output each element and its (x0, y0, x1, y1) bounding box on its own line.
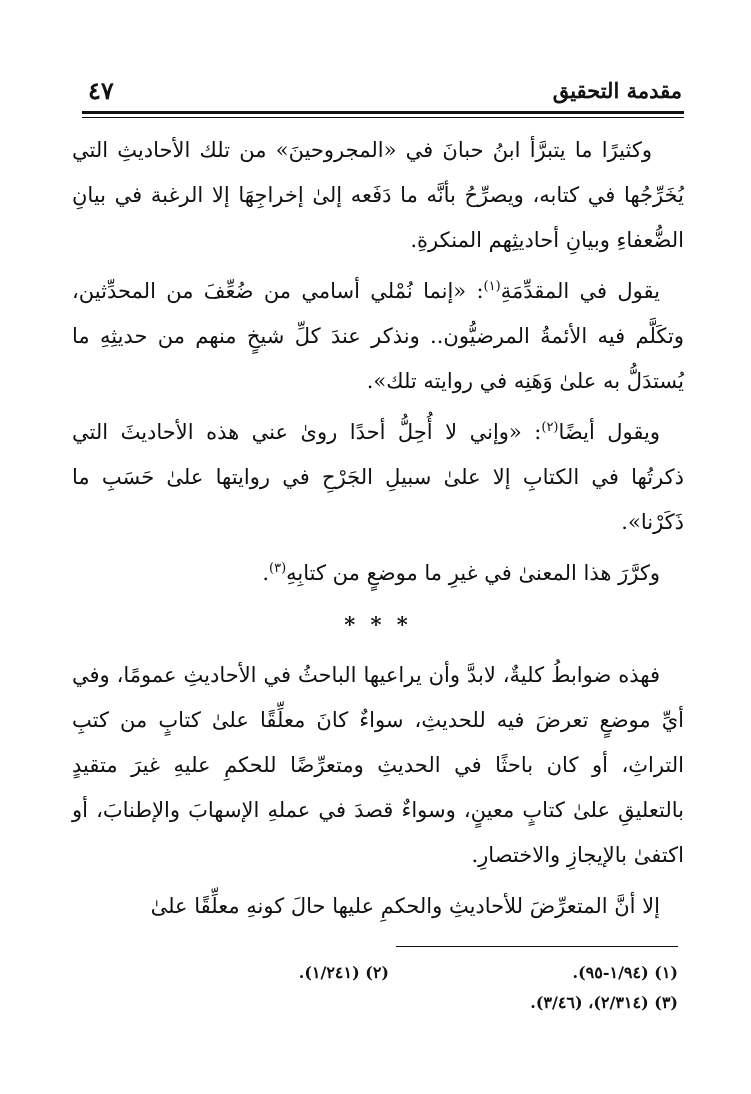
paragraph-4 (72, 551, 684, 596)
header-rule-thick (82, 111, 684, 114)
paragraph-6: إلا أنَّ المتعرِّضَ للأحاديثِ والحكمِ عليها حالَ كونهِ معلِّقًا علىٰ (150, 894, 660, 918)
footnote-row-2 (100, 988, 678, 1018)
body-text (72, 128, 684, 935)
footnote-ref-3[interactable]: (٣) (269, 561, 287, 576)
paragraph-2 (72, 269, 684, 404)
footnote-separator (396, 946, 678, 947)
footnotes (100, 958, 678, 1018)
paragraph-3-quote: : «وإني لا أُحِلُّ أحدًا روىٰ عني هذه الأحاديثَ التي ذكرتُها في الكتابِ إلا علىٰ سبيلِ الجَرْحِ في روايتها علىٰ حَسَبِ ما ذَكَرْنا». (72, 420, 684, 534)
page-number: ٤٧ (88, 76, 114, 105)
footnote-1: (١) (١/٩٤-٩٥). (572, 963, 678, 982)
section-divider-stars: * * * (344, 612, 412, 637)
footnote-ref-2[interactable]: (٢) (541, 420, 559, 435)
paragraph-3-start: ويقول أيضًا (558, 420, 660, 444)
footnote-row-1 (100, 958, 678, 988)
paragraph-1: وكثيرًا ما يتبرَّأ ابنُ حبانَ في «المجروحينَ» من تلك الأحاديثِ التي يُخَرِّجُها في كتابه، ويصرِّحُ بأنَّه ما دَفَعه إلىٰ إخراجِهَا إلا الرغبة في بيانِ الضُّعفاءِ وبيانِ أحاديثِهم المنكرةِ. (72, 138, 684, 252)
header-title: مقدمة التحقيق (552, 78, 682, 103)
paragraph-4-end: . (262, 561, 270, 585)
header-rule-thin (82, 117, 684, 118)
running-header (88, 72, 682, 108)
paragraph-2-start: يقول في المقدِّمَةِ (500, 279, 660, 303)
paragraph-5: فهذه ضوابطُ كليةٌ، لابدَّ وأن يراعيها الباحثُ في الأحاديثِ عمومًا، وفي أيِّ موضعٍ تعرضَ فيه للحديثِ، سواءٌ كانَ معلِّقًا علىٰ كتابٍ من كتبِ التراثِ، أو كان باحثًا في الحديثِ ومتعرِّضًا للحكمِ عليهِ غيرَ متقيدٍ بالتعليقِ علىٰ كتابٍ معينٍ، وسواءٌ قصدَ في عملهِ الإسهابَ والإطنابَ، أو اكتفىٰ بالإيجازِ والاختصارِ. (72, 663, 684, 867)
paragraph-3 (72, 410, 684, 545)
paragraph-4-text: وكرَّرَ هذا المعنىٰ في غيرِ ما موضعٍ من كتابِهِ (286, 561, 660, 585)
footnote-3: (٣) (٢/٣١٤)، (٣/٤٦). (530, 993, 678, 1012)
footnote-2: (٢) (١/٢٤١). (298, 963, 389, 982)
footnote-ref-1[interactable]: (١) (483, 279, 501, 294)
paragraph-2-quote: : «إنما نُمْلي أسامي من ضُعِّفَ من المحدِّثين، وتكَلَّم فيه الأئمةُ المرضيُّون.. ونذكر عندَ كلِّ شيخٍ منهم من حديثِهِ ما يُستدَلُّ به علىٰ وَهَنِه في روايته تلك». (72, 279, 684, 393)
